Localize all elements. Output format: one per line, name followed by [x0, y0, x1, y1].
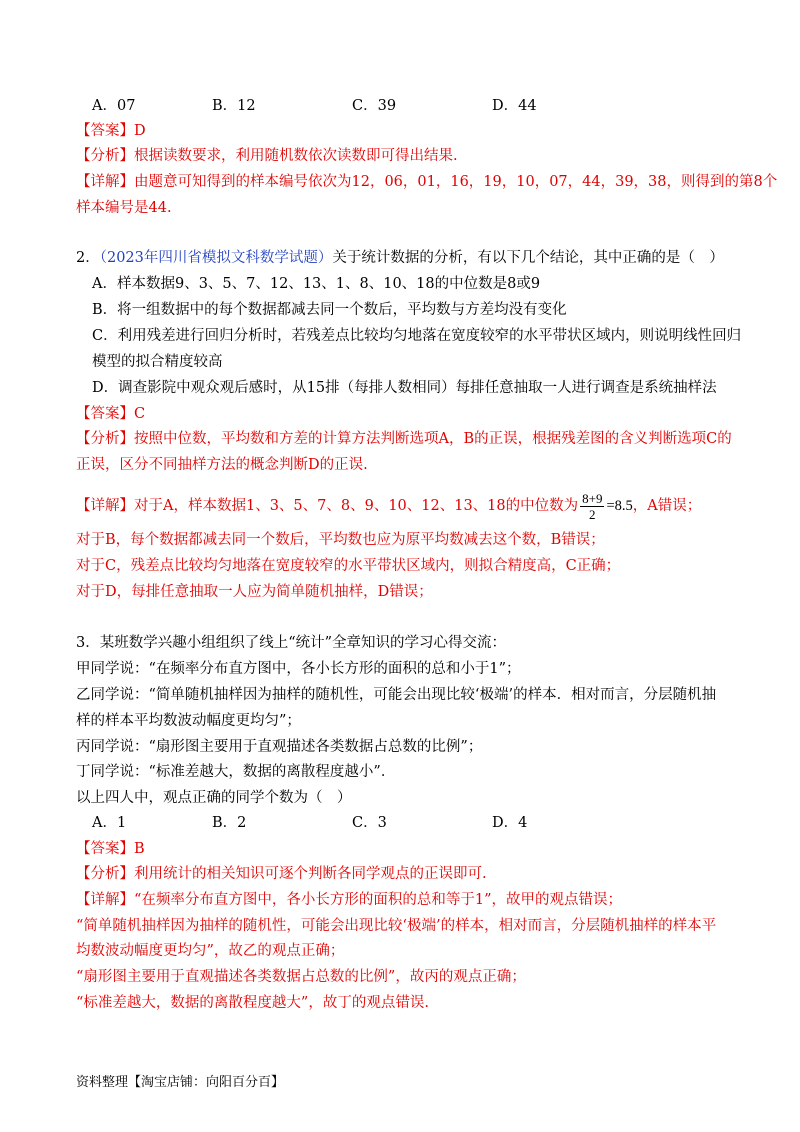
- q3-option-d: D．4: [492, 815, 528, 831]
- q3-detail-line2: “简单随机抽样因为抽样的随机性，可能会出现比较‘极端’的样本，相对而言，分层随机抽样的样本平: [76, 918, 717, 934]
- q3-detail-line5: “标准差越大，数据的离散程度越大”，故丁的观点错误.: [76, 995, 429, 1011]
- fraction-denominator: 2: [589, 506, 596, 522]
- q3-statement-yi-line2: 样的样本平均数波动幅度更均匀”；: [76, 713, 301, 729]
- q1-answer: [76, 121, 146, 141]
- fraction-result: =8.5: [606, 498, 633, 514]
- answer-value: C: [134, 406, 146, 422]
- detail-text-end: ，A错误；: [632, 498, 702, 514]
- analysis-text: 根据读数要求，利用随机数依次读数即可得出结果.: [134, 148, 458, 164]
- detail-tag: 【详解】: [76, 498, 134, 514]
- q3-detail-line4: “扇形图主要用于直观描述各类数据占总数的比例”，故丙的观点正确；: [76, 969, 526, 985]
- q3-option-a: A．1: [92, 815, 127, 831]
- q1-option-d: D．44: [492, 98, 537, 114]
- detail-tag: 【详解】: [76, 174, 134, 190]
- analysis-tag: 【分析】: [76, 431, 134, 447]
- q2-source-link[interactable]: （2023年四川省模拟文科数学试题）: [99, 250, 333, 266]
- q3-question: 以上四人中，观点正确的同学个数为（ ）: [76, 790, 352, 806]
- q2-analysis-line1: [76, 429, 732, 449]
- q2-option-a: A．样本数据9、3、5、7、12、13、1、8、10、18的中位数是8或9: [92, 276, 541, 292]
- q3-stem: 3．某班数学兴趣小组组织了线上“统计”全章知识的学习心得交流：: [76, 635, 507, 651]
- answer-value: B: [134, 841, 145, 857]
- q3-statement-yi-line1: 乙同学说：“简单随机抽样因为抽样的随机性，可能会出现比较‘极端’的样本．相对而言，分层随机抽: [76, 687, 717, 703]
- q2-detail-line3: 对于C，残差点比较均匀地落在宽度较窄的水平带状区域内，则拟合精度高，C正确；: [76, 558, 621, 574]
- q2-option-c-line2: 模型的拟合精度较高: [92, 354, 223, 370]
- q2-option-b: B．将一组数据中的每个数据都减去同一个数后，平均数与方差均没有变化: [92, 302, 567, 318]
- q3-option-c: C．3: [352, 815, 387, 831]
- q2-analysis-line2: 正误，区分不同抽样方法的概念判断D的正误.: [76, 457, 368, 473]
- q2-detail-line1: [76, 488, 701, 524]
- q2-option-d: D．调查影院中观众观后感时，从15排（每排人数相同）每排任意抽取一人进行调查是系统抽样法: [92, 380, 717, 396]
- q2-stem-text: 关于统计数据的分析，有以下几个结论，其中正确的是（ ）: [332, 250, 724, 266]
- detail-text: “在频率分布直方图中，各小长方形的面积的总和等于1”，故甲的观点错误；: [134, 892, 623, 908]
- q3-analysis: [76, 864, 487, 884]
- q2-detail-line4: 对于D，每排任意抽取一人应为简单随机抽样，D错误；: [76, 584, 433, 600]
- q1-detail-line2: 样本编号是44.: [76, 200, 172, 216]
- q2-stem: [76, 248, 724, 268]
- q2-detail-line2: 对于B，每个数据都减去同一个数后，平均数也应为原平均数减去这个数，B错误；: [76, 532, 605, 548]
- q1-option-a: A．07: [92, 98, 136, 114]
- q3-statement-bing: 丙同学说：“扇形图主要用于直观描述各类数据占总数的比例”；: [76, 739, 483, 755]
- q1-detail-line1: [76, 172, 777, 192]
- page-footer: 资料整理【淘宝店铺：向阳百分百】: [76, 1075, 285, 1090]
- detail-text: 对于A，样本数据1、3、5、7、8、9、10、12、13、18的中位数为: [134, 498, 579, 514]
- answer-tag: 【答案】: [76, 406, 134, 422]
- detail-tag: 【详解】: [76, 892, 134, 908]
- analysis-text: 按照中位数，平均数和方差的计算方法判断选项A，B的正误，根据残差图的含义判断选项C的: [134, 431, 732, 447]
- q3-option-b: B．2: [212, 815, 247, 831]
- q1-option-b: B．12: [212, 98, 256, 114]
- analysis-text: 利用统计的相关知识可逐个判断各同学观点的正误即可.: [134, 866, 487, 882]
- answer-tag: 【答案】: [76, 841, 134, 857]
- fraction-numerator: 8+9: [582, 490, 603, 506]
- q3-statement-ding: 丁同学说：“标准差越大，数据的离散程度越小”．: [76, 764, 396, 780]
- median-fraction: [580, 491, 604, 522]
- q3-detail-line1: [76, 890, 622, 910]
- q1-analysis: [76, 146, 458, 166]
- q3-statement-jia: 甲同学说：“在频率分布直方图中，各小长方形的面积的总和小于1”；: [76, 661, 521, 677]
- analysis-tag: 【分析】: [76, 148, 134, 164]
- answer-value: D: [134, 123, 146, 139]
- q2-option-c-line1: C．利用残差进行回归分析时，若残差点比较均匀地落在宽度较窄的水平带状区域内，则说明线性回归: [92, 328, 742, 344]
- q3-answer: [76, 839, 145, 859]
- answer-tag: 【答案】: [76, 123, 134, 139]
- detail-text: 由题意可知得到的样本编号依次为12，06，01，16，19，10，07，44，39，38，则得到的第8个: [134, 174, 778, 190]
- q2-answer: [76, 404, 145, 424]
- q2-number: 2．: [76, 250, 100, 266]
- q1-option-c: C．39: [352, 98, 397, 114]
- q3-detail-line3: 均数波动幅度更均匀”，故乙的观点正确；: [76, 943, 345, 959]
- analysis-tag: 【分析】: [76, 866, 134, 882]
